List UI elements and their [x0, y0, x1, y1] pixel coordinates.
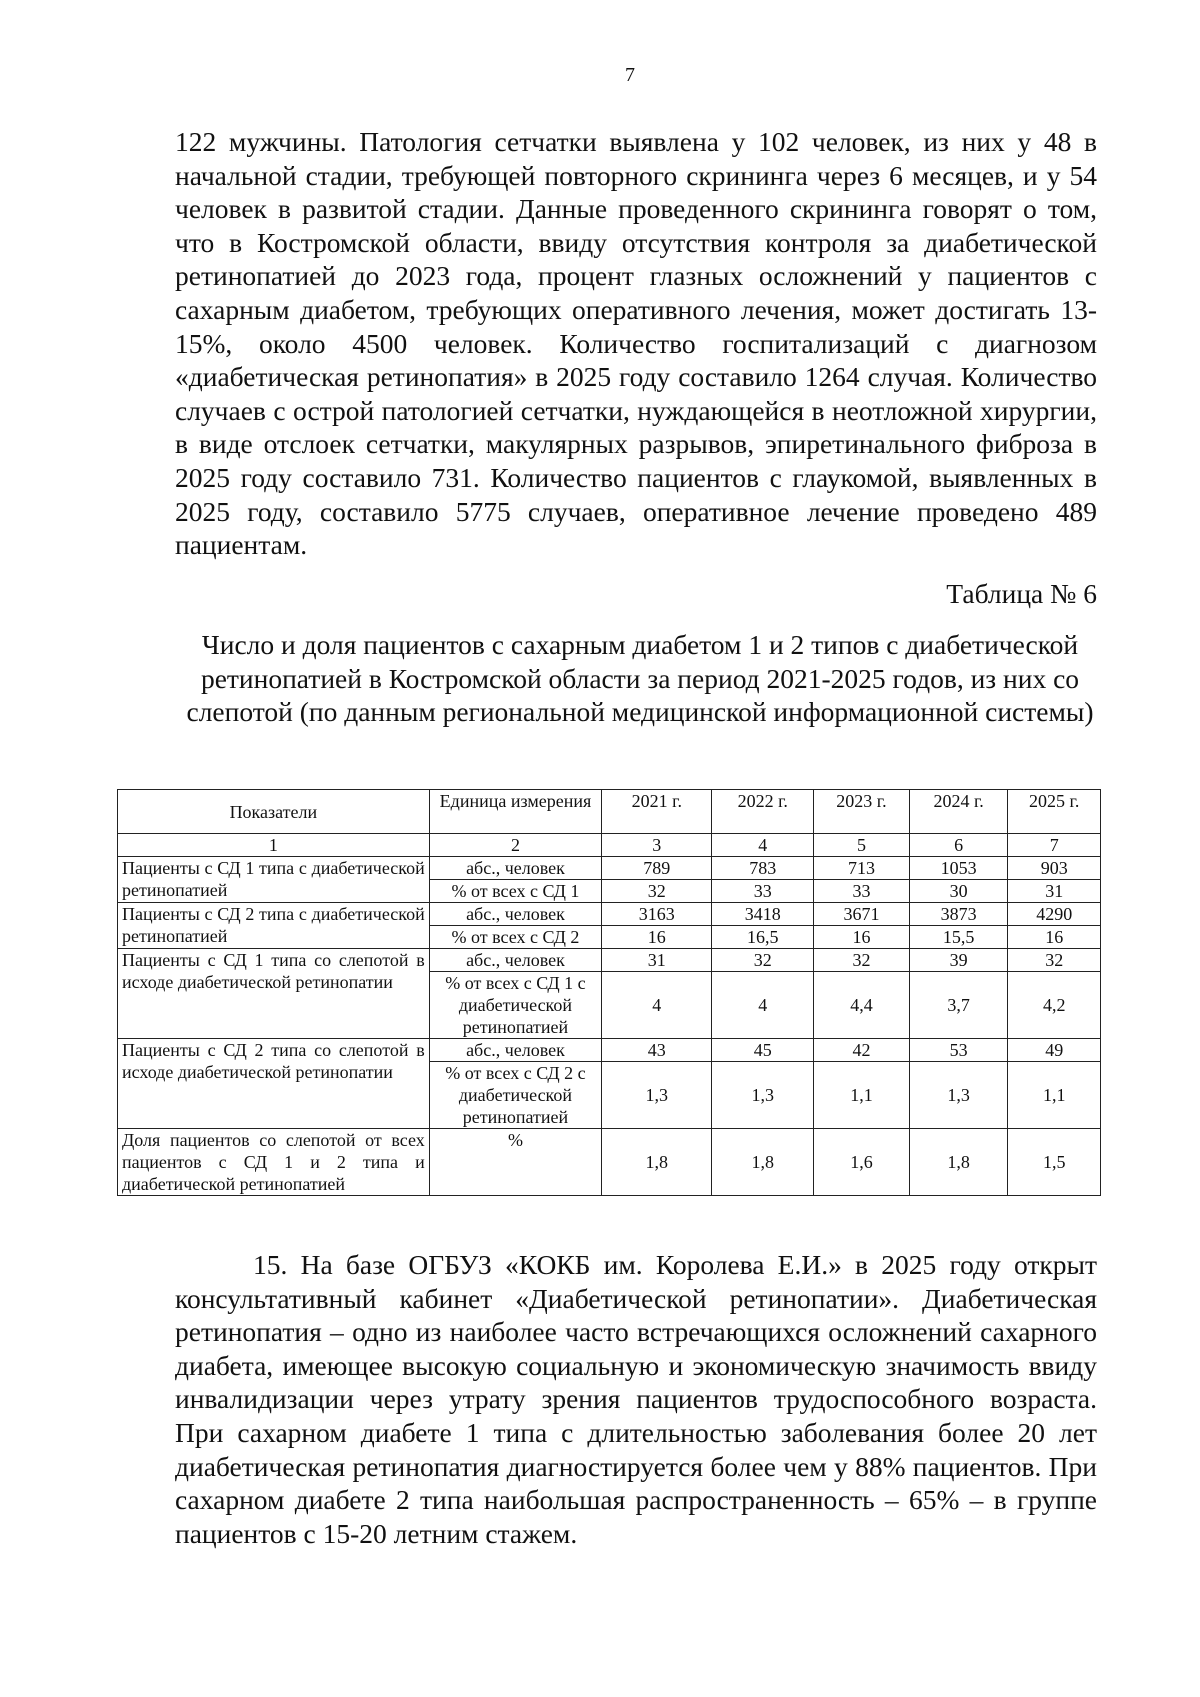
header-year-2025: 2025 г. — [1008, 790, 1101, 834]
unit-cell: абс., человек — [429, 949, 601, 972]
column-number: 5 — [814, 834, 910, 857]
value-cell: 1,3 — [602, 1062, 712, 1129]
value-cell: 4 — [712, 972, 814, 1039]
table-row — [118, 1039, 1101, 1062]
value-cell: 32 — [602, 880, 712, 903]
value-cell: 713 — [814, 857, 910, 880]
value-cell: 4,2 — [1008, 972, 1101, 1039]
table-row — [118, 857, 1101, 880]
indicator-cell: Пациенты с СД 1 типа с диабетической ретинопатией — [118, 857, 430, 903]
value-cell: 4290 — [1008, 903, 1101, 926]
value-cell: 16,5 — [712, 926, 814, 949]
value-cell: 3418 — [712, 903, 814, 926]
value-cell: 1053 — [909, 857, 1008, 880]
column-number-row — [118, 834, 1101, 857]
value-cell: 16 — [602, 926, 712, 949]
value-cell: 1,5 — [1008, 1129, 1101, 1196]
value-cell: 39 — [909, 949, 1008, 972]
table-row — [118, 949, 1101, 972]
table-row — [118, 903, 1101, 926]
table-title: Число и доля пациентов с сахарным диабетом 1 и 2 типов с диабетической ретинопатией в Костромской области за период 2021-2025 годов, из них со слепотой (по данным региональной медицинской информационной системы) — [186, 629, 1094, 727]
value-cell: 33 — [712, 880, 814, 903]
unit-cell: абс., человек — [429, 857, 601, 880]
value-cell: 1,8 — [909, 1129, 1008, 1196]
indicator-cell: Доля пациентов со слепотой от всех пациентов с СД 1 и 2 типа и диабетической ретинопатией — [118, 1129, 430, 1196]
value-cell: 3163 — [602, 903, 712, 926]
unit-cell: % от всех с СД 1 — [429, 880, 601, 903]
value-cell: 1,3 — [909, 1062, 1008, 1129]
value-cell: 1,3 — [712, 1062, 814, 1129]
value-cell: 15,5 — [909, 926, 1008, 949]
indicator-cell: Пациенты с СД 2 типа с диабетической ретинопатией — [118, 903, 430, 949]
column-number: 6 — [909, 834, 1008, 857]
header-year-2024: 2024 г. — [909, 790, 1008, 834]
unit-cell: % — [429, 1129, 601, 1196]
table-label: Таблица № 6 — [946, 578, 1097, 609]
value-cell: 4,4 — [814, 972, 910, 1039]
value-cell: 1,1 — [814, 1062, 910, 1129]
value-cell: 53 — [909, 1039, 1008, 1062]
page-number: 7 — [625, 64, 635, 86]
header-year-2021: 2021 г. — [602, 790, 712, 834]
value-cell: 1,8 — [712, 1129, 814, 1196]
retinopathy-statistics-table — [117, 789, 1101, 1196]
paragraph-retinal-screening: 122 мужчины. Патология сетчатки выявлена у 102 человек, из них у 48 в начальной стадии, требующей повторного скрининга через 6 месяцев, и у 54 человек в развитой стадии. Данные проведенного скрининга говорят о том, что в Костромской области, ввиду отсутствия контроля за диабетической ретинопатией до 2023 года, процент глазных осложнений у пациентов с сахарным диабетом, требующих оперативного лечения, может достигать 13-15%, около 4500 человек. Количество госпитализаций с диагнозом «диабетическая ретинопатия» в 2025 году составило 1264 случая. Количество случаев с острой патологией сетчатки, нуждающейся в неотложной хирургии, в виде отслоек сетчатки, макулярных разрывов, эпиретинального фиброза в 2025 году составило 731. Количество пациентов с глаукомой, выявленных в 2025 году, составило 5775 случаев, оперативное лечение проведено 489 пациентам. — [175, 126, 1097, 561]
header-indicator: Показатели — [118, 790, 430, 834]
column-number: 7 — [1008, 834, 1101, 857]
value-cell: 1,1 — [1008, 1062, 1101, 1129]
header-year-2022: 2022 г. — [712, 790, 814, 834]
value-cell: 33 — [814, 880, 910, 903]
value-cell: 32 — [814, 949, 910, 972]
table-row — [118, 1129, 1101, 1196]
unit-cell: % от всех с СД 2 с диабетической ретинопатией — [429, 1062, 601, 1129]
header-unit: Единица измерения — [429, 790, 601, 834]
unit-cell: % от всех с СД 1 с диабетической ретинопатией — [429, 972, 601, 1039]
value-cell: 1,8 — [602, 1129, 712, 1196]
unit-cell: абс., человек — [429, 1039, 601, 1062]
unit-cell: абс., человек — [429, 903, 601, 926]
column-number: 3 — [602, 834, 712, 857]
header-year-2023: 2023 г. — [814, 790, 910, 834]
value-cell: 16 — [1008, 926, 1101, 949]
indicator-cell: Пациенты с СД 2 типа со слепотой в исходе диабетической ретинопатии — [118, 1039, 430, 1129]
value-cell: 789 — [602, 857, 712, 880]
value-cell: 30 — [909, 880, 1008, 903]
column-number: 1 — [118, 834, 430, 857]
value-cell: 31 — [602, 949, 712, 972]
value-cell: 3873 — [909, 903, 1008, 926]
value-cell: 31 — [1008, 880, 1101, 903]
indicator-cell: Пациенты с СД 1 типа со слепотой в исходе диабетической ретинопатии — [118, 949, 430, 1039]
value-cell: 3,7 — [909, 972, 1008, 1039]
value-cell: 4 — [602, 972, 712, 1039]
value-cell: 45 — [712, 1039, 814, 1062]
value-cell: 903 — [1008, 857, 1101, 880]
value-cell: 1,6 — [814, 1129, 910, 1196]
value-cell: 16 — [814, 926, 910, 949]
paragraph-consultation-office: 15. На базе ОГБУЗ «КОКБ им. Королева Е.И.» в 2025 году открыт консультативный кабинет «Диабетической ретинопатии». Диабетическая ретинопатия – одно из наиболее часто встречающихся осложнений сахарного диабета, имеющее высокую социальную и экономическую значимость ввиду инвалидизации через утрату зрения пациентов трудоспособного возраста. При сахарном диабете 1 типа с длительностью заболевания более 20 лет диабетическая ретинопатия диагностируется более чем у 88% пациентов. При сахарном диабете 2 типа наибольшая распространенность – 65% – в группе пациентов с 15-20 летним стажем. — [175, 1249, 1097, 1549]
value-cell: 42 — [814, 1039, 910, 1062]
column-number: 4 — [712, 834, 814, 857]
value-cell: 49 — [1008, 1039, 1101, 1062]
value-cell: 43 — [602, 1039, 712, 1062]
value-cell: 32 — [712, 949, 814, 972]
value-cell: 3671 — [814, 903, 910, 926]
value-cell: 32 — [1008, 949, 1101, 972]
column-number: 2 — [429, 834, 601, 857]
unit-cell: % от всех с СД 2 — [429, 926, 601, 949]
value-cell: 783 — [712, 857, 814, 880]
